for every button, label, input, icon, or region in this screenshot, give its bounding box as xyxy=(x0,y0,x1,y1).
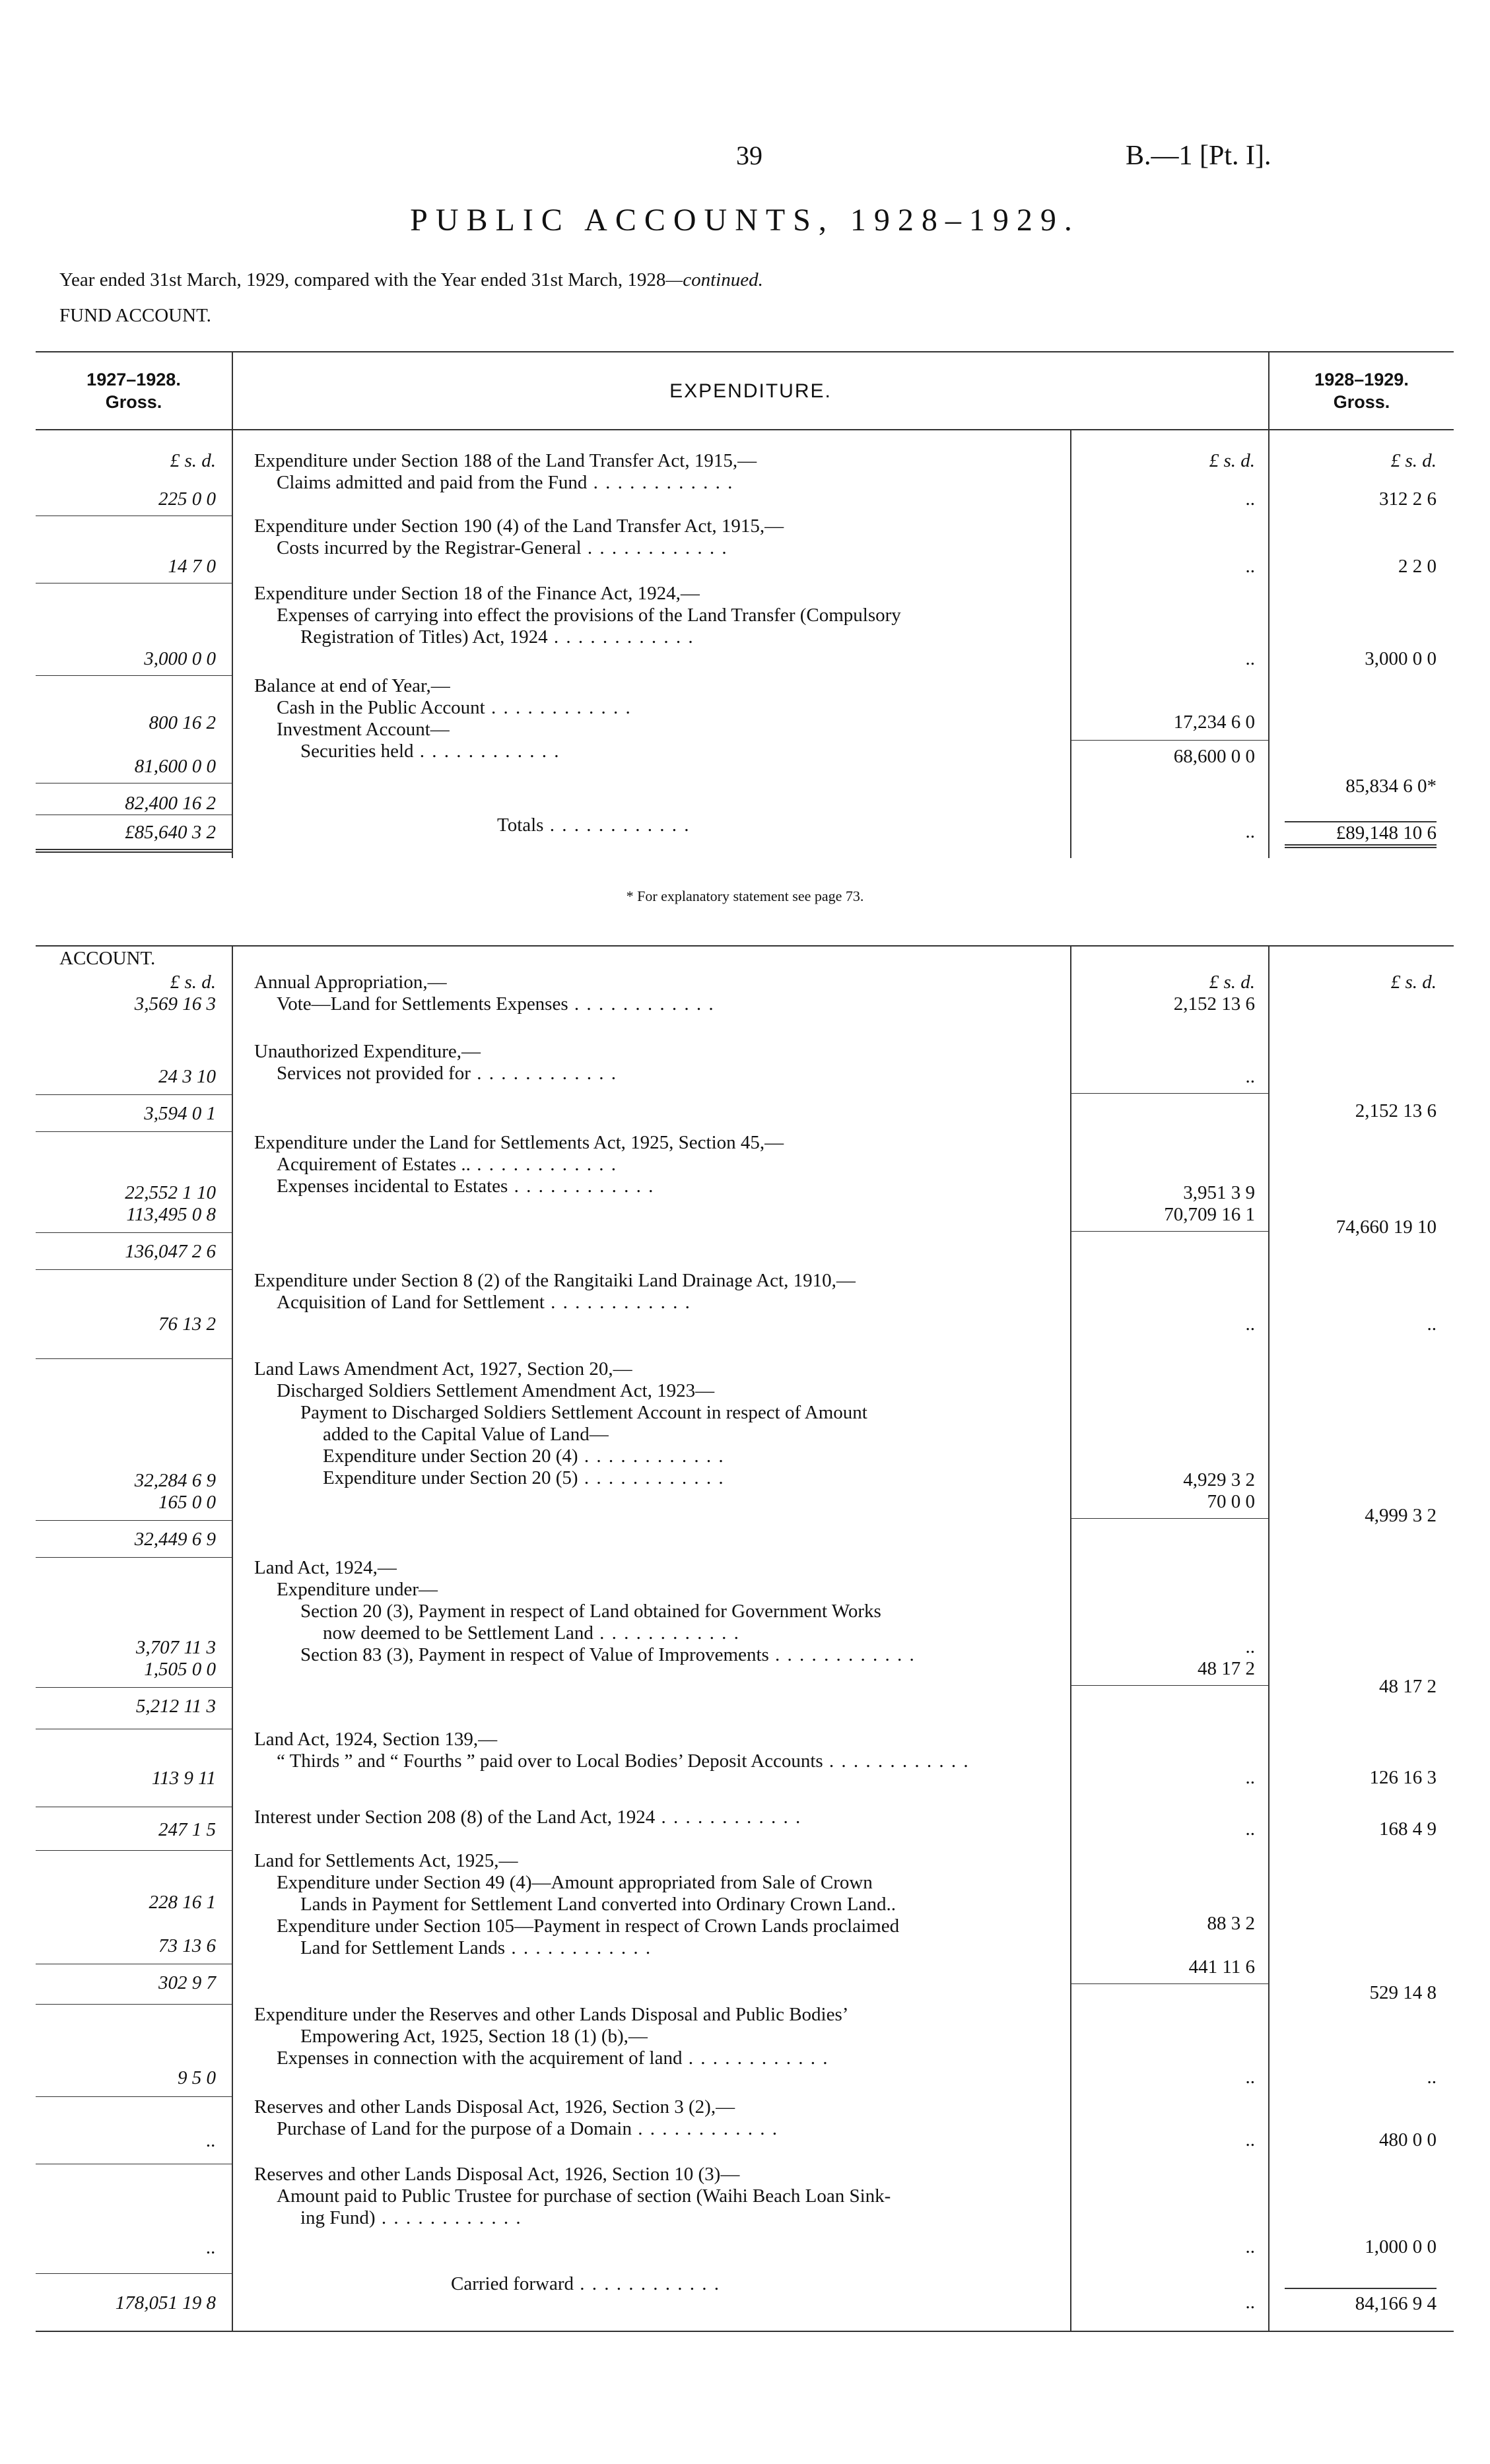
b5-item-1: Expenditure under Section 20 (4) . . xyxy=(254,1446,1064,1467)
table-row xyxy=(36,472,1454,516)
b5-left xyxy=(36,1358,232,1557)
top-r3-left: 3,000 0 0 xyxy=(36,583,232,675)
b6-item-1a: Section 20 (3), Payment in respect of Land obtained for Government Works xyxy=(300,1601,881,1622)
top-r1-desc xyxy=(232,450,1071,494)
top-r1-item: Claims admitted and paid from the Fund . . xyxy=(254,472,1064,494)
b2-left-value: 24 3 10 xyxy=(158,1066,216,1087)
top-totals-label xyxy=(232,815,1071,858)
top-r3-mid: .. xyxy=(1071,583,1269,675)
b2-mid-value: .. xyxy=(1245,1066,1255,1087)
b5-mid-2: 70 0 0 xyxy=(1207,1491,1255,1512)
cf-label-text: Carried forward . . xyxy=(451,2273,720,2294)
b7-desc xyxy=(232,1729,1071,1807)
top-currency-right: £ s. d. xyxy=(1390,450,1437,471)
b6-left xyxy=(36,1557,232,1729)
b3-desc xyxy=(232,1132,1071,1270)
b5-sub: Discharged Soldiers Settlement Amendment Act, 1923— xyxy=(277,1380,715,1401)
b6-head: Land Act, 1924,— xyxy=(254,1557,397,1578)
year-line-text: Year ended 31st March, 1929, compared with the Year ended 31st March, 1928 xyxy=(59,269,666,290)
b11-desc xyxy=(232,2096,1071,2164)
b9-item-2a: Expenditure under Section 105—Payment in respect of Crown Lands proclaimed xyxy=(277,1915,900,1937)
top-r2-right: 2 2 0 xyxy=(1398,556,1437,577)
top-r2-mid: .. xyxy=(1071,516,1269,583)
b3-left-1: 22,552 1 10 xyxy=(125,1182,216,1203)
fund-account-table xyxy=(36,351,1454,858)
top-totals-right-value: £89,148 10 6 xyxy=(1285,821,1437,848)
b7-mid: .. xyxy=(1071,1729,1269,1807)
b9-item-2b: Land for Settlement Lands . . xyxy=(254,1937,1064,1959)
top-r3-head: Expenditure under Section 18 of the Finance Act, 1924,— xyxy=(254,583,700,604)
top-r4-invest: Investment Account— xyxy=(277,719,450,740)
b9-item-1a: Expenditure under Section 49 (4)—Amount appropriated from Sale of Crown xyxy=(277,1872,873,1893)
b3-mid-1: 3,951 3 9 xyxy=(1183,1182,1255,1203)
b6-mid-1: .. xyxy=(1245,1636,1255,1657)
top-r4-mid-invest: 68,600 0 0 xyxy=(1071,740,1268,768)
top-r4-left-invest: 81,600 0 0 xyxy=(134,755,216,777)
b12-item-b: ing Fund) . . xyxy=(254,2207,1064,2229)
top-totals-mid: .. xyxy=(1071,815,1269,858)
b7-item: “ Thirds ” and “ Fourths ” paid over to Local Bodies’ Deposit Accounts . . xyxy=(254,1750,1064,1772)
year-line xyxy=(59,269,763,291)
table-row xyxy=(36,675,1454,815)
b5-item-2: Expenditure under Section 20 (5) . . xyxy=(254,1467,1064,1489)
b5-sub2b: added to the Capital Value of Land— xyxy=(323,1424,609,1445)
b3-left xyxy=(36,1132,232,1270)
b2-item: Services not provided for . . xyxy=(254,1063,1064,1084)
b2-right: 2,152 13 6 xyxy=(1355,1100,1437,1121)
cf-mid: .. xyxy=(1071,2273,1269,2331)
b10-head-b: Empowering Act, 1925, Section 18 (1) (b),— xyxy=(300,2026,648,2047)
bottom-currency-mid: £ s. d. xyxy=(1071,946,1269,993)
b7-left: 113 9 11 xyxy=(36,1729,232,1807)
header-left-year: 1927–1928. xyxy=(86,370,181,389)
b6-left-2: 1,505 0 0 xyxy=(144,1658,216,1680)
top-totals-label-text: Totals . . xyxy=(497,815,690,836)
bottom-currency-right: £ s. d. xyxy=(1390,972,1437,993)
b7-right: 126 16 3 xyxy=(1369,1767,1437,1788)
b1-left: 3,569 16 3 xyxy=(36,993,232,1041)
b5-left-2: 165 0 0 xyxy=(158,1491,216,1513)
top-totals-left-value: £85,640 3 2 xyxy=(125,821,216,843)
top-r2-left: 14 7 0 xyxy=(36,516,232,583)
b9-mid xyxy=(1071,1850,1269,2004)
page-title: PUBLIC ACCOUNTS, 1928–1929. xyxy=(410,203,1080,238)
b2-left-total: 3,594 0 1 xyxy=(36,1094,232,1132)
b10-right: .. xyxy=(1427,2067,1437,2088)
b2-head: Unauthorized Expenditure,— xyxy=(254,1041,481,1062)
table-row xyxy=(36,993,1454,1041)
top-r1-right: 312 2 6 xyxy=(1379,488,1437,510)
top-r4-left-total: 82,400 16 2 xyxy=(36,783,232,815)
b12-mid: .. xyxy=(1071,2164,1269,2273)
b4-left: 76 13 2 xyxy=(36,1270,232,1358)
b5-head: Land Laws Amendment Act, 1927, Section 20,— xyxy=(254,1358,632,1380)
b9-mid-2: 441 11 6 xyxy=(1188,1956,1255,1978)
table-row xyxy=(36,2164,1454,2273)
b8-right: 168 4 9 xyxy=(1379,1818,1437,1840)
b6-left-total: 5,212 11 3 xyxy=(36,1687,232,1724)
top-r3-item-a: Expenses of carrying into effect the provisions of the Land Transfer (Compulsory xyxy=(277,605,901,626)
b9-left xyxy=(36,1850,232,2004)
top-r2-head: Expenditure under Section 190 (4) of the Land Transfer Act, 1915,— xyxy=(254,516,784,537)
top-totals-left xyxy=(36,815,232,858)
b3-item-1: Acquirement of Estates .. . . xyxy=(254,1154,1064,1176)
table-row xyxy=(36,1270,1454,1358)
b9-desc xyxy=(232,1850,1071,2004)
b8-left: 247 1 5 xyxy=(36,1807,232,1850)
footnote: * For explanatory statement see page 73. xyxy=(626,888,864,904)
b9-item-1b: Lands in Payment for Settlement Land converted into Ordinary Crown Land.. xyxy=(300,1894,897,1915)
top-r1-head: Expenditure under Section 188 of the Land Transfer Act, 1915,— xyxy=(254,450,757,471)
b4-right: .. xyxy=(1427,1314,1437,1335)
section-account: ACCOUNT. xyxy=(59,948,156,969)
table-row xyxy=(36,1807,1454,1850)
top-r2-item: Costs incurred by the Registrar-General . . xyxy=(254,537,1064,559)
b8-head: Interest under Section 208 (8) of the Land Act, 1924 . . xyxy=(254,1807,1064,1828)
header-right xyxy=(1269,352,1454,430)
b2-left xyxy=(36,1041,232,1132)
b9-left-1: 228 16 1 xyxy=(149,1891,216,1913)
page-number: 39 xyxy=(736,141,762,170)
b6-item-1b: now deemed to be Settlement Land . . xyxy=(254,1622,1064,1644)
header-right-year: 1928–1929. xyxy=(1314,370,1409,389)
b5-left-1: 32,284 6 9 xyxy=(134,1469,216,1491)
b10-item: Expenses in connection with the acquirement of land . . xyxy=(254,2048,1064,2069)
top-r4-left-cash: 800 16 2 xyxy=(149,712,216,733)
top-totals-right xyxy=(1269,815,1454,858)
top-r4-cash: Cash in the Public Account . . xyxy=(254,697,1064,719)
b7-head: Land Act, 1924, Section 139,— xyxy=(254,1729,498,1750)
top-r4-head: Balance at end of Year,— xyxy=(254,675,450,696)
table-row xyxy=(36,1557,1454,1729)
totals-row xyxy=(36,815,1454,858)
b3-mid-2: 70,709 16 1 xyxy=(1164,1204,1255,1225)
b11-right: 480 0 0 xyxy=(1379,2129,1437,2150)
bottom-currency-left: £ s. d. xyxy=(36,946,232,993)
table-row xyxy=(36,1358,1454,1557)
b12-right: 1,000 0 0 xyxy=(1365,2236,1437,2257)
b10-head-a: Expenditure under the Reserves and other Lands Disposal and Public Bodies’ xyxy=(254,2004,849,2025)
table-row xyxy=(36,1729,1454,1807)
b1-desc xyxy=(232,972,1071,1019)
b9-head: Land for Settlements Act, 1925,— xyxy=(254,1850,518,1871)
b6-sub: Expenditure under— xyxy=(277,1579,438,1600)
table-row xyxy=(36,1850,1454,2004)
b3-mid xyxy=(1071,1132,1269,1270)
b6-right: 48 17 2 xyxy=(1379,1676,1437,1697)
b4-item: Acquisition of Land for Settlement . . xyxy=(254,1292,1064,1314)
b4-mid: .. xyxy=(1071,1270,1269,1358)
b4-head: Expenditure under Section 8 (2) of the Rangitaiki Land Drainage Act, 1910,— xyxy=(254,1270,856,1291)
year-line-suffix: —continued. xyxy=(665,269,763,290)
top-currency-left: £ s. d. xyxy=(36,430,232,472)
table-row xyxy=(36,516,1454,583)
b2-mid xyxy=(1071,1041,1269,1132)
top-r4-desc xyxy=(232,675,1071,815)
b5-desc xyxy=(232,1358,1071,1557)
top-r4-mid-cash: 17,234 6 0 xyxy=(1173,712,1255,733)
b11-item: Purchase of Land for the purpose of a Domain . . xyxy=(254,2118,1064,2140)
b9-mid-1: 88 3 2 xyxy=(1207,1913,1255,1934)
cf-right xyxy=(1269,2273,1454,2331)
b10-mid: .. xyxy=(1071,2004,1269,2096)
header-right-gross: Gross. xyxy=(1333,392,1390,412)
top-r4-right: 85,834 6 0* xyxy=(1345,776,1437,797)
b9-left-total: 302 9 7 xyxy=(36,1964,232,2001)
b9-right: 529 14 8 xyxy=(1369,1982,1437,2003)
top-r3-right: 3,000 0 0 xyxy=(1365,648,1437,669)
b3-left-total: 136,047 2 6 xyxy=(36,1232,232,1270)
b1-mid: 2,152 13 6 xyxy=(1071,993,1269,1041)
b5-left-total: 32,449 6 9 xyxy=(36,1520,232,1557)
b6-mid xyxy=(1071,1557,1269,1729)
b8-desc xyxy=(232,1807,1071,1850)
table-row xyxy=(36,2004,1454,2096)
b3-item-2: Expenses incidental to Estates . . xyxy=(254,1176,1064,1197)
table-row xyxy=(36,583,1454,675)
carried-forward-row xyxy=(36,2273,1454,2331)
account-table xyxy=(36,945,1454,2332)
header-left xyxy=(36,352,232,430)
b6-mid-2: 48 17 2 xyxy=(1198,1658,1255,1679)
b12-left: .. xyxy=(36,2164,232,2273)
top-r3-item-b: Registration of Titles) Act, 1924 . . xyxy=(254,626,1064,648)
b12-desc xyxy=(232,2164,1071,2273)
top-r4-left xyxy=(36,675,232,815)
b5-mid xyxy=(1071,1358,1269,1557)
header-expenditure: EXPENDITURE. xyxy=(232,352,1269,430)
b6-item-2: Section 83 (3), Payment in respect of Value of Improvements . . xyxy=(254,1644,1064,1666)
b11-mid: .. xyxy=(1071,2096,1269,2164)
header-left-gross: Gross. xyxy=(105,392,162,412)
b10-left: 9 5 0 xyxy=(36,2004,232,2096)
b5-right: 4,999 3 2 xyxy=(1365,1505,1437,1526)
b10-desc xyxy=(232,2004,1071,2096)
b1-head: Annual Appropriation,— xyxy=(254,972,447,993)
top-currency-mid: £ s. d. xyxy=(1071,430,1269,472)
top-r1-left: 225 0 0 xyxy=(36,472,232,516)
b12-item-a: Amount paid to Public Trustee for purchase of section (Waihi Beach Loan Sink- xyxy=(277,2185,891,2207)
b9-left-2: 73 13 6 xyxy=(158,1935,216,1956)
top-r1-mid: .. xyxy=(1071,472,1269,516)
cf-left: 178,051 19 8 xyxy=(36,2273,232,2331)
section-fund-account: FUND ACCOUNT. xyxy=(59,305,211,326)
b2-desc xyxy=(232,1041,1071,1132)
b6-desc xyxy=(232,1557,1071,1729)
table-row xyxy=(36,1132,1454,1270)
b12-head: Reserves and other Lands Disposal Act, 1926, Section 10 (3)— xyxy=(254,2164,740,2185)
b3-left-2: 113,495 0 8 xyxy=(126,1204,216,1225)
top-r3-desc xyxy=(232,583,1071,675)
b8-mid: .. xyxy=(1071,1807,1269,1850)
top-r4-mid xyxy=(1071,675,1269,815)
table-row xyxy=(36,1041,1454,1132)
top-r2-desc xyxy=(232,516,1071,583)
document-code: B.—1 [Pt. I]. xyxy=(1126,141,1271,171)
b5-mid-1: 4,929 3 2 xyxy=(1183,1469,1255,1490)
b5-sub2a: Payment to Discharged Soldiers Settlement Account in respect of Amount xyxy=(300,1402,867,1423)
table-row xyxy=(36,2096,1454,2164)
b3-head: Expenditure under the Land for Settlements Act, 1925, Section 45,— xyxy=(254,1132,784,1153)
top-r4-securities: Securities held . . xyxy=(254,741,1064,762)
b6-left-1: 3,707 11 3 xyxy=(135,1636,216,1658)
b11-left: .. xyxy=(36,2096,232,2164)
cf-right-value: 84,166 9 4 xyxy=(1285,2288,1437,2315)
b11-head: Reserves and other Lands Disposal Act, 1926, Section 3 (2),— xyxy=(254,2096,735,2117)
b1-item: Vote—Land for Settlements Expenses . . xyxy=(254,993,1064,1015)
b3-right: 74,660 19 10 xyxy=(1336,1216,1437,1238)
b4-desc xyxy=(232,1270,1071,1358)
cf-label xyxy=(232,2273,1071,2331)
